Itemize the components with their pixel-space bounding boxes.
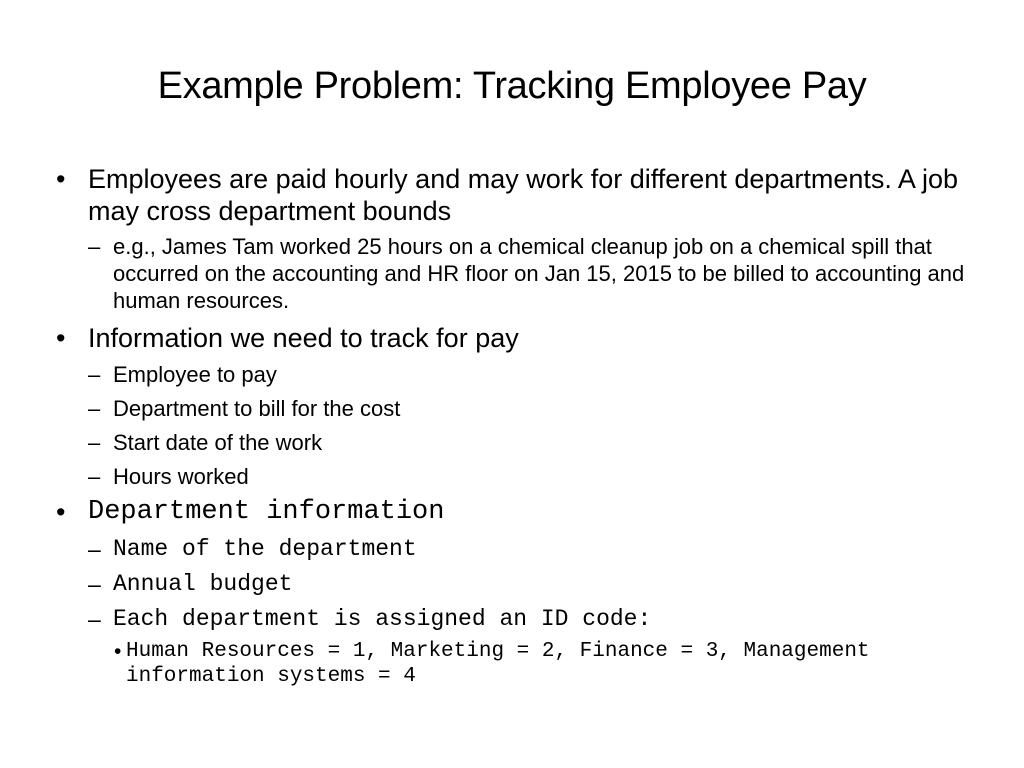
sub-bullet-item <box>56 361 976 388</box>
sub-bullet-text: Hours worked <box>113 464 249 489</box>
sub-sub-bullet-text: Human Resources = 1, Marketing = 2, Finance = 3, Management information systems = 4 <box>126 640 870 688</box>
bullet-item <box>56 322 976 354</box>
dash-marker: – <box>88 606 101 632</box>
sub-bullet-text: Annual budget <box>113 571 293 597</box>
sub-bullet-item <box>56 233 976 314</box>
sub-bullet-item <box>56 570 976 598</box>
sub-bullet-item <box>56 463 976 490</box>
bullet-marker: • <box>56 497 66 527</box>
bullet-item <box>56 496 976 528</box>
sub-bullet-item <box>56 605 976 633</box>
sub-bullet-text: Employee to pay <box>113 362 277 387</box>
bullet-text: Information we need to track for pay <box>88 323 519 353</box>
slide-body <box>56 163 976 689</box>
sub-bullet-text: Department to bill for the cost <box>113 396 401 421</box>
bullet-text: Department information <box>88 497 445 527</box>
sub-bullet-text: Name of the department <box>113 536 417 562</box>
bullet-marker: • <box>56 164 66 194</box>
sub-bullet-item <box>56 535 976 563</box>
dash-marker: – <box>88 536 101 562</box>
slide-title: Example Problem: Tracking Employee Pay <box>157 65 867 107</box>
dash-marker: – <box>88 571 101 597</box>
bullet-marker: • <box>56 323 66 353</box>
dash-marker: – <box>88 430 101 455</box>
sub-sub-bullet-item <box>56 639 976 689</box>
sub-bullet-text: Start date of the work <box>113 430 323 455</box>
bullet-item <box>56 163 976 227</box>
dash-marker: – <box>88 234 101 259</box>
sub-bullet-text: Each department is assigned an ID code: <box>113 606 652 632</box>
sub-bullet-text: e.g., James Tam worked 25 hours on a chemical cleanup job on a chemical spill that occurred on the accounting and HR floor on Jan 15, 2015 to be billed to accounting and human resources. <box>113 234 965 313</box>
bullet-marker: • <box>114 640 122 663</box>
dash-marker: – <box>88 362 101 387</box>
bullet-text: Employees are paid hourly and may work for different departments. A job may cross department bounds <box>88 164 958 226</box>
dash-marker: – <box>88 396 101 421</box>
dash-marker: – <box>88 464 101 489</box>
sub-bullet-item <box>56 429 976 456</box>
sub-bullet-item <box>56 395 976 422</box>
